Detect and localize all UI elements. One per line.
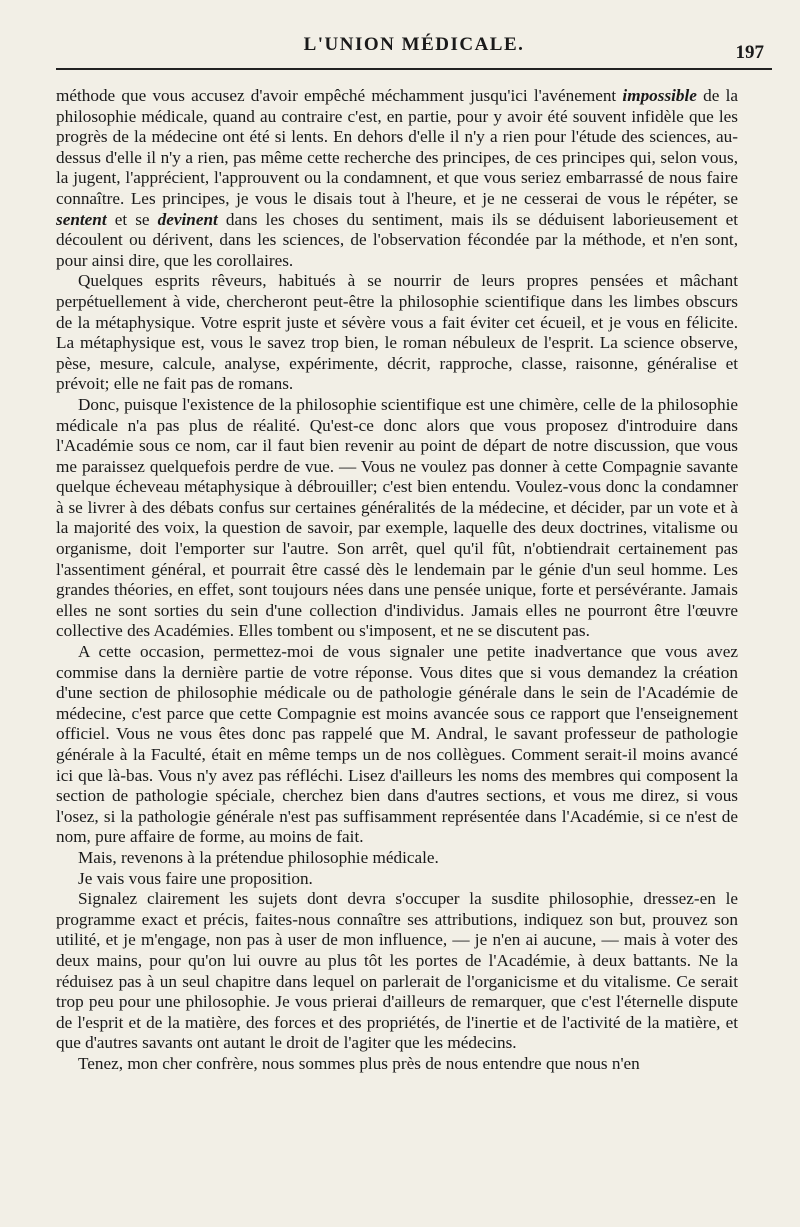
paragraph [56,1054,738,1075]
emphasized-text: devinent [157,209,218,229]
page-header [56,30,772,70]
text-run: Je vais vous faire une proposition. [78,868,313,888]
emphasized-text: impossible [622,86,697,105]
text-run: Donc, puisque l'existence de la philosophie scientifique est une chimère, celle de la philosophie médicale n'a pas plus de réalité. Qu'est-ce donc alors que vous proposez d'introduire dans l'Académie sous ce nom, car il faut bien revenir au point de départ de notre discussion, que vous me paraissez quelquefois perdre de vue. — Vous ne voulez pas donner à cette Compagnie savante quelque écheveau métaphysique à débrouiller; c'est bien entendu. Voulez-vous donc la condamner à se livrer à des débats confus sur certaines généralités de la médecine, et décider, par un vote et à la majorité des voix, la question de savoir, par exemple, laquelle des deux doctrines, vitalisme ou organisme, doit l'emporter sur l'autre. Son arrêt, quel qu'il fût, n'obtiendrait certainement pas l'assentiment général, et pourrait être cassé dès le lendemain par le génie d'un seul homme. Les grandes théories, en effet, sont toujours nées dans une pensée unique, forte et persévérante. Jamais elles ne sont sorties du sein d'une collection d'individus. Jamais elles ne pourront être l'œuvre collective des Académies. Elles tombent ou s'imposent, et ne se discutent pas. [56,394,738,641]
text-run: Mais, revenons à la prétendue philosophie médicale. [78,847,439,867]
page-number: 197 [735,42,764,63]
paragraph [56,848,738,869]
paragraph [56,395,738,642]
text-run: dans les choses du sentiment, mais ils se déduisent laborieusement et découlent ou dérivent, dans les sciences, de l'observation fécondée par la méthode, et n'en sont, pour ainsi dire, que les corollaires. [56,209,738,270]
text-run: et se [106,209,158,229]
text-run: de la philosophie médicale, quand au contraire c'est, en partie, pour y avoir été souvent infidèle que les progrès de la médecine ont été si lents. En dehors d'elle il n'y a rien pour l'étude des sciences, au-dessus d'elle il n'y a rien, pas même cette recherche des principes, de ces principes qui, selon vous, la jugent, l'apprécient, l'approuvent ou la condamnent, et que vous seriez embarrassé de nous faire connaître. Les principes, je vous le disais tout à l'heure, et je ne cesserai de vous le répéter, se [56,86,738,208]
text-run: A cette occasion, permettez-moi de vous signaler une petite inadvertance que vous avez commise dans la dernière partie de votre réponse. Vous dites que si vous demandez la création d'une section de philosophie médicale ou de pathologie générale dans le sein de l'Académie de médecine, c'est parce que cette Compagnie est moins avancée sous ce rapport que l'enseignement officiel. Vous ne vous êtes donc pas rappelé que M. Andral, le savant professeur de pathologie générale à la Faculté, était en même temps un de nos collègues. Comment serait-il moins avancé ici que là-bas. Vous n'y avez pas réfléchi. Lisez d'ailleurs les noms des membres qui composent la section de pathologie spéciale, cherchez bien dans d'autres sections, et vous me direz, si vous l'osez, si la pathologie générale n'est pas suffisamment représentée dans l'Académie, si ce n'est de nom, pure affaire de forme, au moins de fait. [56,642,738,847]
text-run: Signalez clairement les sujets dont devra s'occuper la susdite philosophie, dressez-en le programme exact et précis, faites-nous connaître ses attributions, indiquez son but, prouvez son utilité, et je m'engage, non pas à user de mon influence, — je n'en ai aucune, — mais à voter des deux mains, pour qu'on lui ouvre au plus tôt les portes de l'Académie, à deux battants. Ne la réduisez pas à un seul chapitre dans lequel on parlerait de l'organicisme et du vitalisme. Ce serait trop peu pour une philosophie. Je vous prierai d'ailleurs de remarquer, que c'est l'éternelle dispute de l'esprit et de la matière, des forces et des propriétés, de l'inertie et de l'activité de la matière, et que d'autres savants ont autant le droit de l'agiter que les médecins. [56,889,738,1053]
header-rule [56,68,772,70]
paragraph [56,271,738,395]
text-run: Tenez, mon cher confrère, nous sommes plus près de nous entendre que nous n'en [78,1053,640,1073]
emphasized-text: sentent [56,209,107,229]
paragraph [56,889,738,1054]
paragraph [56,86,738,271]
paragraph [56,869,738,890]
running-head: L'UNION MÉDICALE. [303,34,525,55]
text-run: méthode que vous accusez d'avoir empêché méchamment jusqu'ici l'avénement [56,86,623,105]
body-text [56,86,738,1075]
paragraph [56,642,738,848]
text-run: Quelques esprits rêveurs, habitués à se nourrir de leurs propres pensées et mâchant perpétuellement à vide, chercheront peut-être la philosophie scientifique dans les limbes obscurs de la métaphysique. Votre esprit juste et sévère vous a fait éviter cet écueil, et je vous en félicite. La métaphysique est, vous le savez trop bien, le roman nébuleux de l'esprit. La science observe, pèse, mesure, calcule, analyse, expérimente, décrit, rapproche, classe, raisonne, généralise et prévoit; elle ne fait pas de romans. [56,271,738,394]
